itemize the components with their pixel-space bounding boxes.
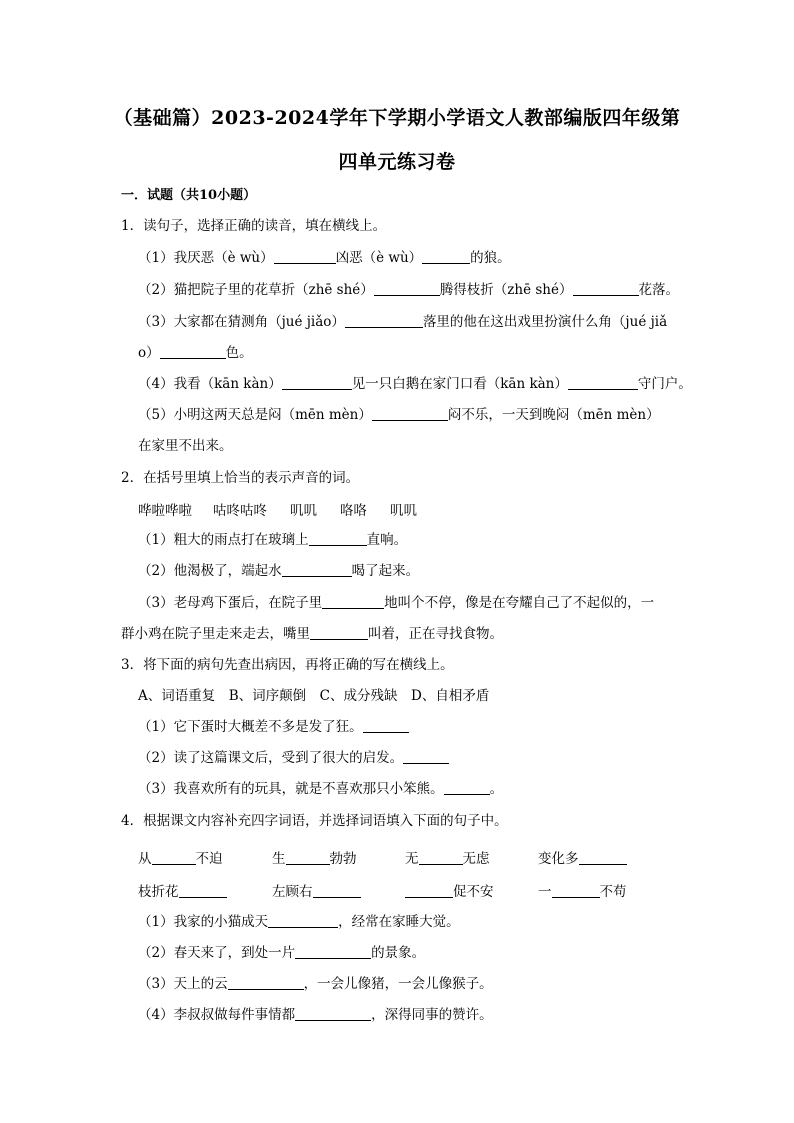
answer-blank[interactable]	[268, 913, 338, 928]
idiom-prefix: 无	[405, 851, 419, 867]
q2-word-option: 咕咚咕咚	[213, 503, 267, 519]
answer-blank[interactable]	[274, 249, 336, 264]
answer-blank[interactable]	[152, 850, 196, 865]
q1-item1-text-c: 的狼。	[470, 250, 511, 266]
q2-item1-text-b: 直响。	[366, 532, 408, 548]
answer-blank[interactable]	[419, 850, 463, 865]
q3-options: A、词语重复 B、词序颠倒 C、成分残缺 D、自相矛盾	[138, 688, 490, 704]
q1-stem: 1．读句子，选择正确的读音，填在横线上。	[121, 218, 387, 234]
answer-blank[interactable]	[374, 281, 440, 296]
answer-blank[interactable]	[160, 344, 226, 359]
q2-item3-text-b: 地叫个不停，像是在夸耀自己了不起似的，一	[384, 595, 655, 611]
q1-item4-text-c: 守门户。	[637, 376, 692, 392]
q3-item3-text: （3）我喜欢所有的玩具，就是不喜欢那只小笨熊。	[138, 781, 444, 797]
q1-item3-text-d: 色。	[225, 345, 253, 361]
q2-item3	[138, 593, 654, 613]
q2-item3-text-d: 叫着，正在寻找食物。	[368, 626, 503, 642]
answer-blank[interactable]	[372, 406, 448, 421]
q4-sentence2	[138, 943, 425, 963]
q1-item3-text-c: o）	[138, 345, 160, 361]
idiom-prefix: 从	[138, 851, 152, 867]
idiom-suffix: 促不安	[453, 884, 494, 900]
q2-item1	[138, 530, 407, 550]
q3-item1-text: （1）它下蛋时大概差不多是发了狂。	[138, 719, 363, 735]
idiom-suffix: 勃勃	[329, 851, 357, 867]
q2-item3-text-a: （3）老母鸡下蛋后，在院子里	[138, 595, 323, 611]
q4-idiom	[405, 847, 490, 867]
q2-stem: 2．在括号里填上恰当的表示声音的词。	[121, 470, 360, 486]
answer-blank[interactable]	[295, 944, 371, 959]
q4-idiom	[538, 847, 627, 867]
q1-item4-text-b: 见一只白鹅在家门口看（kān kàn）	[351, 376, 568, 392]
q1-item2-text-a: （2）猫把院子里的花草折（zhē shé）	[138, 282, 374, 298]
idiom-prefix: 变化多	[538, 851, 579, 867]
q1-item4	[138, 374, 692, 394]
q4-idiom	[272, 847, 357, 867]
answer-blank[interactable]	[579, 850, 627, 865]
q4-sentence2-text-a: （2）春天来了，到处一片	[138, 945, 296, 961]
q1-item3-text-a: （3）大家都在猜测角（jué jiǎo）	[138, 314, 345, 330]
answer-blank[interactable]	[322, 594, 384, 609]
q1-item5-cont: 在家里不出来。	[138, 438, 233, 454]
idiom-suffix: 不苟	[599, 884, 627, 900]
idiom-prefix: 生	[272, 851, 286, 867]
q2-word-option: 咯咯	[340, 503, 367, 519]
q2-item2-text-a: （2）他渴极了，端起水	[138, 563, 282, 579]
answer-blank[interactable]	[345, 313, 423, 328]
q4-sentence1	[138, 912, 460, 932]
q1-item3-text-b: 落里的他在这出戏里扮演什么角（jué jiǎ	[422, 314, 668, 330]
answer-blank[interactable]	[552, 883, 600, 898]
q1-item5-text-b: 闷不乐，一天到晚闷（mēn mèn）	[447, 407, 660, 423]
answer-blank[interactable]	[309, 531, 367, 546]
q1-item5-text-a: （5）小明这两天总是闷（mēn mèn）	[138, 407, 372, 423]
q4-sentence3-text-a: （3）天上的云	[138, 976, 228, 992]
answer-blank[interactable]	[573, 281, 639, 296]
q4-sentence3	[138, 974, 493, 994]
q1-item2-text-b: 腾得枝折（zhē shé）	[439, 282, 573, 298]
q2-item3-cont	[121, 624, 503, 644]
q4-sentence1-text-a: （1）我家的小猫成天	[138, 914, 269, 930]
q4-sentence4	[138, 1005, 493, 1025]
q3-item3-end: 。	[489, 781, 504, 797]
answer-blank[interactable]	[286, 850, 330, 865]
answer-blank[interactable]	[295, 1006, 371, 1021]
q1-item1-text-a: （1）我厌恶（è wù）	[138, 250, 274, 266]
q4-stem: 4．根据课文内容补充四字词语，并选择词语填入下面的句子中。	[121, 813, 508, 829]
q1-item2-text-c: 花落。	[638, 282, 679, 298]
answer-blank[interactable]	[444, 780, 490, 795]
q3-item1	[138, 717, 409, 737]
q1-item1-text-b: 凶恶（è wù）	[335, 250, 423, 266]
answer-blank[interactable]	[568, 375, 638, 390]
q1-item3	[138, 312, 667, 332]
answer-blank[interactable]	[282, 562, 352, 577]
q1-item1	[138, 248, 511, 268]
page-title-line2: 四单元练习卷	[338, 151, 456, 173]
idiom-suffix: 无虑	[462, 851, 490, 867]
q4-sentence1-text-b: ，经常在家睡大觉。	[338, 914, 460, 930]
q2-word-option: 哗啦哗啦	[138, 503, 192, 519]
idiom-prefix: 枝折花	[138, 884, 179, 900]
q2-item1-text-a: （1）粗大的雨点打在玻璃上	[138, 532, 309, 548]
q1-item5	[138, 405, 660, 425]
idiom-suffix: 不迫	[195, 851, 223, 867]
q4-idiom	[405, 880, 494, 900]
q4-idiom	[272, 880, 361, 900]
answer-blank[interactable]	[403, 749, 449, 764]
q3-stem: 3．将下面的病句先查出病因，再将正确的写在横线上。	[121, 657, 454, 673]
q4-sentence2-text-b: 的景象。	[371, 945, 426, 961]
section-heading: 一．试题（共10小题）	[121, 188, 257, 203]
q4-idiom	[138, 847, 223, 867]
q1-item3-cont	[138, 343, 253, 363]
q4-idiom	[138, 880, 227, 900]
q1-item4-text-a: （4）我看（kān kàn）	[138, 376, 282, 392]
q2-word-option: 叽叽	[390, 503, 417, 519]
answer-blank[interactable]	[282, 375, 352, 390]
answer-blank[interactable]	[363, 718, 409, 733]
answer-blank[interactable]	[310, 625, 368, 640]
page-title-line1: （基础篇）2023-2024学年下学期小学语文人教部编版四年级第	[113, 107, 681, 129]
idiom-prefix: 一	[538, 884, 552, 900]
q1-item2	[138, 280, 679, 300]
q2-item2-text-b: 喝了起来。	[351, 563, 420, 579]
answer-blank[interactable]	[179, 883, 227, 898]
q4-sentence4-text-b: ，深得同事的赞许。	[371, 1007, 493, 1023]
q4-sentence4-text-a: （4）李叔叔做每件事情都	[138, 1007, 296, 1023]
q2-word-option: 叽叽	[290, 503, 317, 519]
answer-blank[interactable]	[405, 883, 453, 898]
q2-item2	[138, 561, 419, 581]
answer-blank[interactable]	[228, 975, 304, 990]
q2-item3-text-c: 群小鸡在院子里走来走去，嘴里	[121, 626, 310, 642]
q4-idiom	[538, 880, 627, 900]
q3-item2-text: （2）读了这篇课文后，受到了很大的启发。	[138, 750, 404, 766]
answer-blank[interactable]	[422, 249, 470, 264]
q3-item3	[138, 779, 503, 799]
q3-item2	[138, 748, 449, 768]
idiom-prefix: 左顾右	[272, 884, 313, 900]
q4-sentence3-text-b: ，一会儿像猪，一会儿像猴子。	[303, 976, 493, 992]
answer-blank[interactable]	[313, 883, 361, 898]
